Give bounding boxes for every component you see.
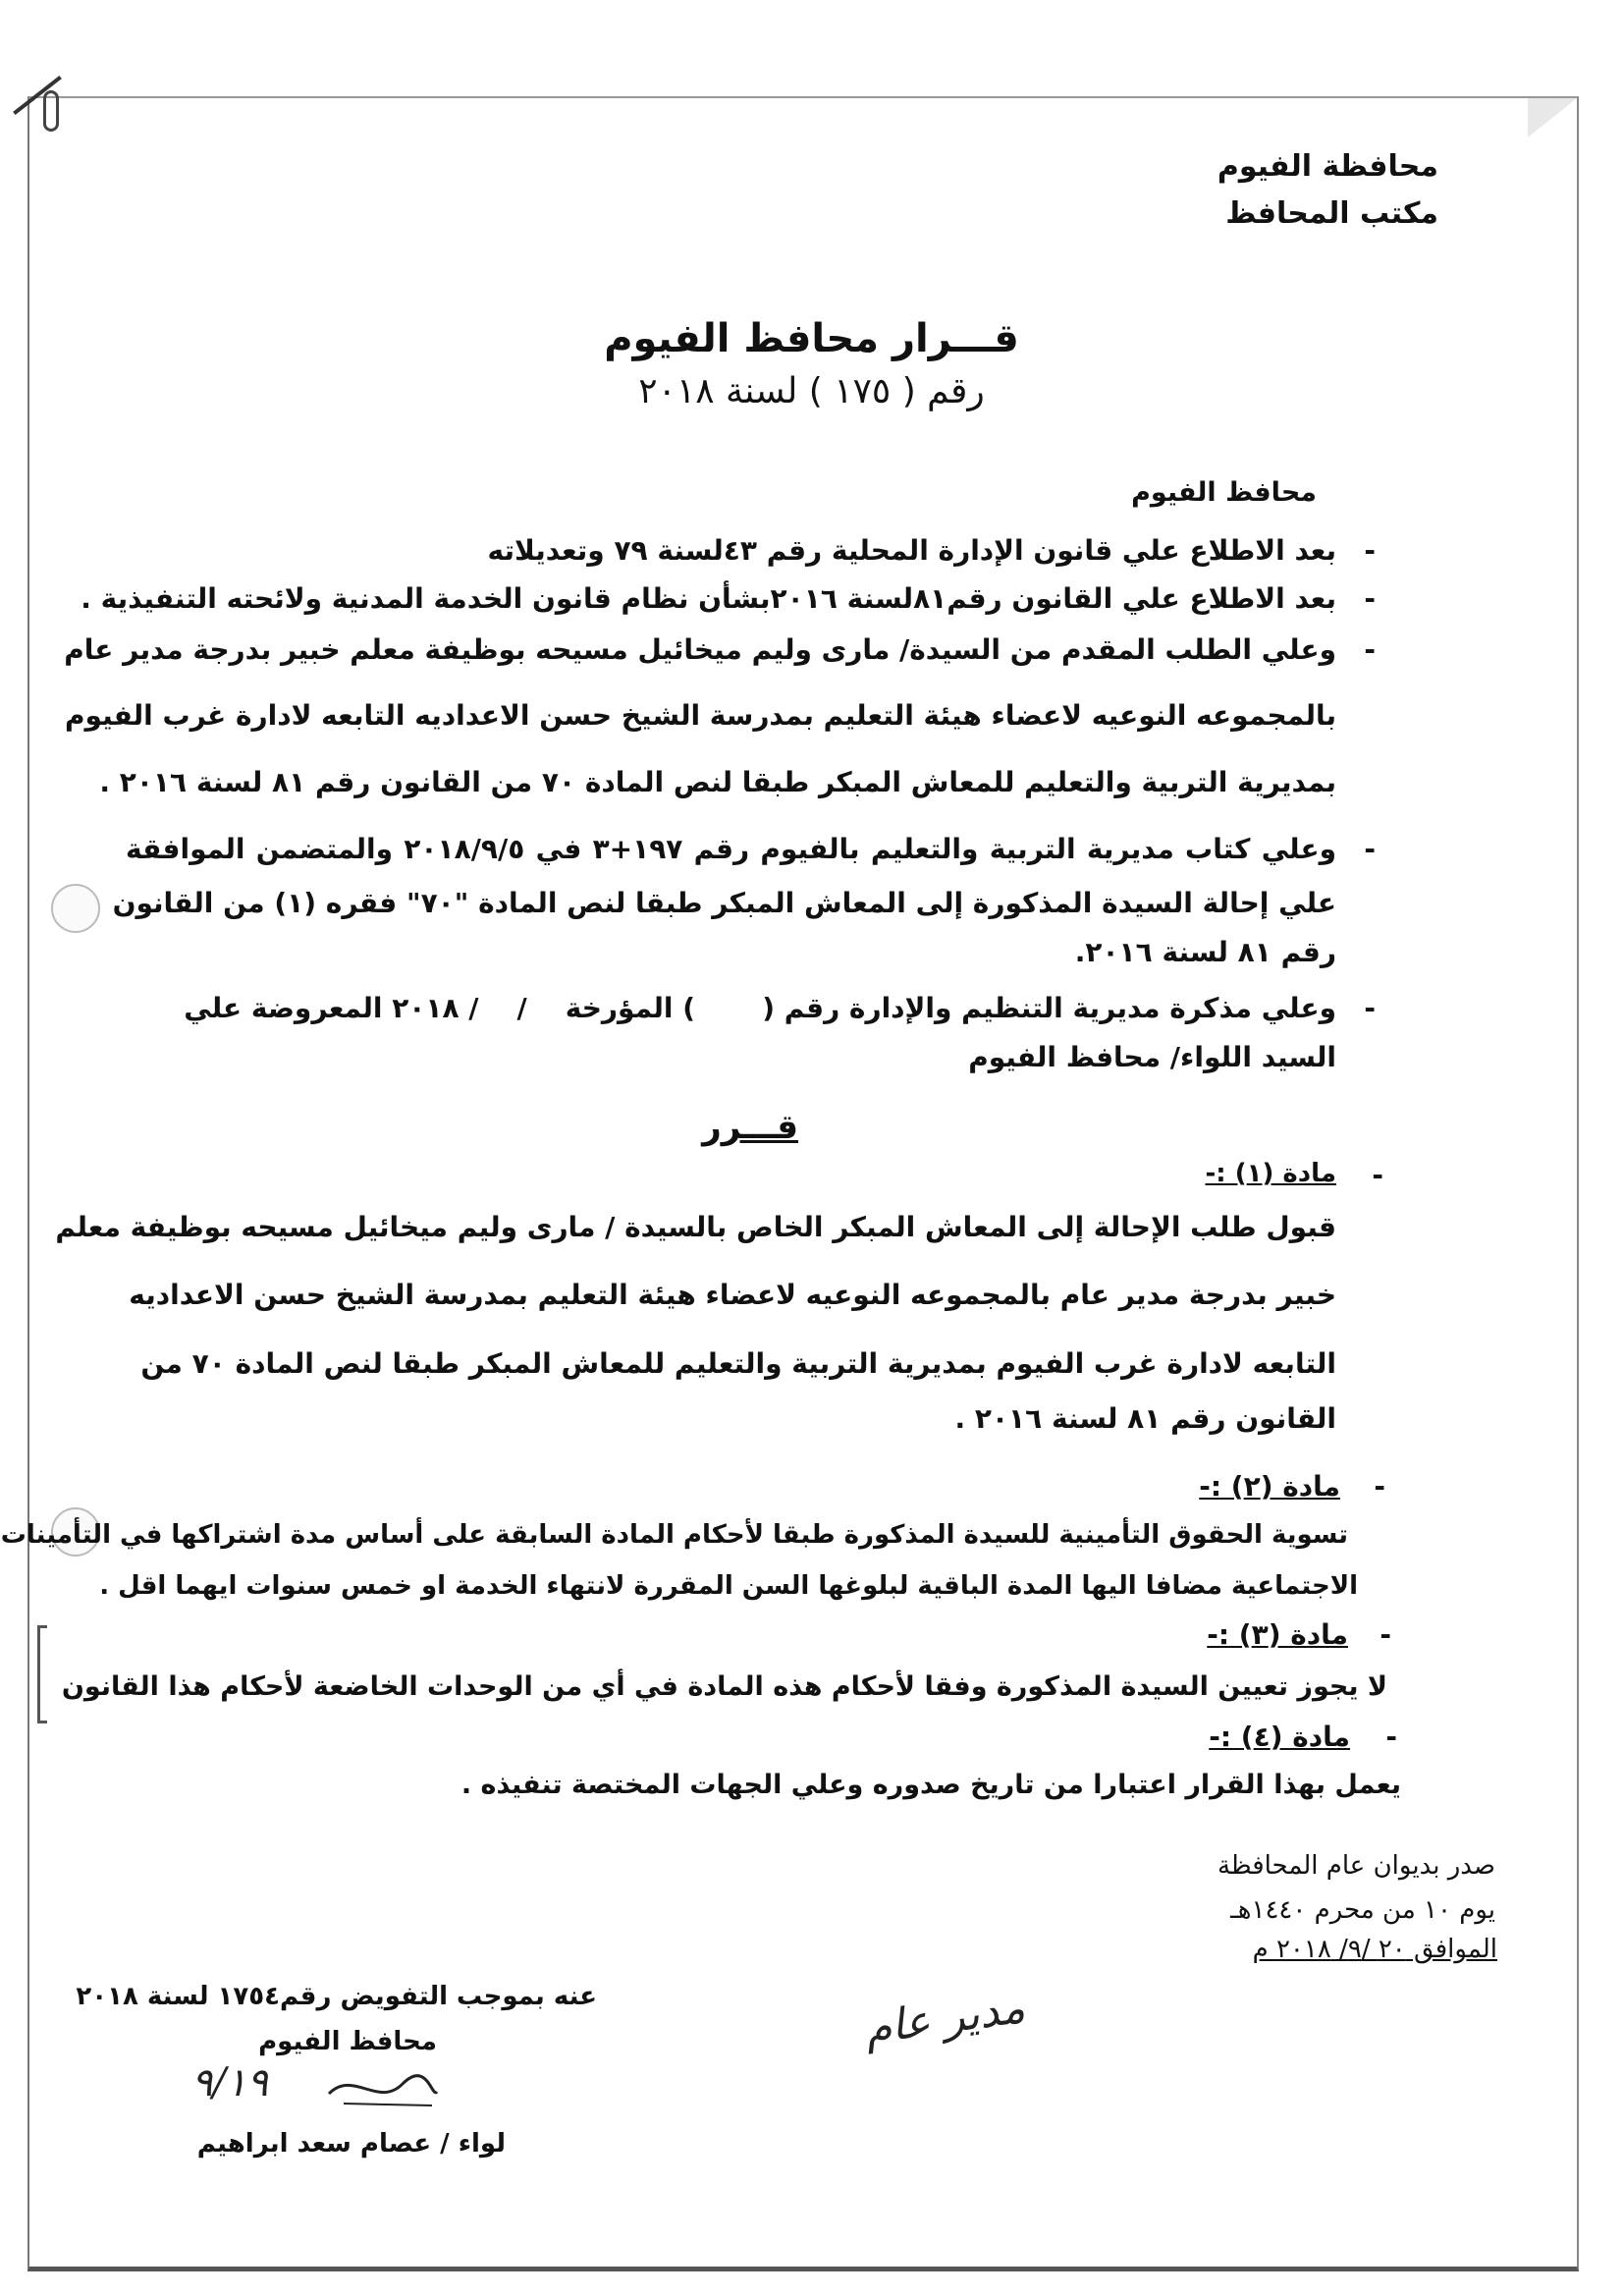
paper-clip-icon: [43, 90, 59, 132]
bullet-marker: -: [1372, 1159, 1383, 1191]
bullet-marker: -: [1385, 1721, 1397, 1753]
header-governorate: محافظة الفيوم: [1217, 149, 1438, 184]
preamble-item-5-line-2: السيد اللواء/ محافظ الفيوم: [968, 1041, 1336, 1073]
article-1-line-1: قبول طلب الإحالة إلى المعاش المبكر الخاص بالسيدة / مارى وليم ميخائيل مسيحه بوظيفة معلم: [55, 1211, 1336, 1243]
article-3-heading: مادة (٣) :-: [1207, 1618, 1348, 1651]
preamble-item-1-line-1: بعد الاطلاع علي قانون الإدارة المحلية رقم ٤٣لسنة ٧٩ وتعديلاته: [487, 534, 1336, 567]
bullet-marker: -: [1364, 633, 1376, 666]
article-1-line-3: التابعه لادارة غرب الفيوم بمديرية التربية والتعليم للمعاش المبكر طبقا لنص المادة ٧٠ من: [140, 1347, 1336, 1380]
decision-heading: قـــرر: [702, 1108, 798, 1147]
bullet-marker: -: [1364, 992, 1376, 1024]
preamble-item-3-line-3: بمديرية التربية والتعليم للمعاش المبكر طبقا لنص المادة ٧٠ من القانون رقم ٨١ لسنة ٢٠١٦ .: [99, 766, 1336, 798]
preamble-heading: محافظ الفيوم: [1131, 477, 1317, 508]
delegation-line: عنه بموجب التفويض رقم١٧٥٤ لسنة ٢٠١٨: [76, 1982, 597, 2011]
bullet-marker: -: [1364, 534, 1376, 567]
article-1-line-2: خبير بدرجة مدير عام بالمجموعه النوعيه لاعضاء هيئة التعليم بمدرسة الشيخ حسن الاعداديه: [129, 1279, 1336, 1311]
bullet-marker: -: [1374, 1470, 1385, 1503]
decree-title: قـــرار محافظ الفيوم: [604, 316, 1019, 361]
issued-hijri-date: يوم ١٠ من محرم ١٤٤٠هـ: [1230, 1895, 1495, 1925]
header-office: مكتب المحافظ: [1225, 196, 1438, 231]
article-2-line-2: الاجتماعية مضافا اليها المدة الباقية لبلوغها السن المقررة لانتهاء الخدمة او خمس سنوات ايهما اقل .: [99, 1571, 1358, 1601]
preamble-item-3-line-1: وعلي الطلب المقدم من السيدة/ مارى وليم ميخائيل مسيحه بوظيفة معلم خبير بدرجة مدير عام: [64, 633, 1336, 666]
article-3-line-1: لا يجوز تعيين السيدة المذكورة وفقا لأحكام هذه المادة في أي من الوحدات الخاضعة لأحكام هذا القانون: [61, 1671, 1387, 1702]
article-1-line-4: القانون رقم ٨١ لسنة ٢٠١٦ .: [954, 1402, 1336, 1435]
bullet-marker: -: [1364, 582, 1376, 615]
page-fold-corner: [1528, 98, 1577, 137]
bullet-marker: -: [1380, 1618, 1391, 1651]
issued-at: صدر بديوان عام المحافظة: [1217, 1851, 1495, 1881]
punch-hole-top: [51, 884, 100, 933]
preamble-item-5-line-1: وعلي مذكرة مديرية التنظيم والإدارة رقم ( ) المؤرخة / / ٢٠١٨ المعروضة علي: [184, 992, 1336, 1024]
preamble-item-4-line-2: علي إحالة السيدة المذكورة إلى المعاش المبكر طبقا لنص المادة "٧٠" فقره (١) من القانون: [112, 887, 1336, 919]
signature-scribble: [324, 2064, 442, 2113]
preamble-item-4-line-1: وعلي كتاب مديرية التربية والتعليم بالفيوم رقم ١٩٧+٣ في ٢٠١٨/٩/٥ والمتضمن الموافقة: [126, 833, 1336, 865]
article-2-line-1: تسوية الحقوق التأمينية للسيدة المذكورة طبقا لأحكام المادة السابقة على أساس مدة اشتراكها في التأمينات: [0, 1520, 1348, 1550]
article-4-line-1: يعمل بهذا القرار اعتبارا من تاريخ صدوره وعلي الجهات المختصة تنفيذه .: [460, 1770, 1401, 1800]
preamble-item-2-line-1: بعد الاطلاع علي القانون رقم٨١لسنة ٢٠١٦بشأن نظام قانون الخدمة المدنية ولائحته التنفيذية .: [81, 582, 1336, 615]
preamble-item-4-line-3: رقم ٨١ لسنة ٢٠١٦.: [1074, 936, 1336, 968]
decree-number: رقم ( ١٧٥ ) لسنة ٢٠١٨: [638, 371, 985, 411]
signatory-name: لواء / عصام سعد ابراهيم: [196, 2129, 506, 2159]
handwritten-date: ٩/١٩: [191, 2060, 268, 2105]
bullet-marker: -: [1364, 833, 1376, 865]
issued-gregorian-date: الموافق ٢٠ /٩/ ٢٠١٨ م: [1252, 1935, 1497, 1964]
article-2-heading: مادة (٢) :-: [1199, 1470, 1340, 1503]
signatory-title: محافظ الفيوم: [258, 2027, 437, 2056]
article-4-heading: مادة (٤) :-: [1209, 1721, 1350, 1753]
article-1-heading: مادة (١) :-: [1205, 1159, 1336, 1188]
center-handwritten-note: مدير عام: [861, 1982, 1028, 2055]
preamble-item-3-line-2: بالمجموعه النوعيه لاعضاء هيئة التعليم بمدرسة الشيخ حسن الاعداديه التابعه لادارة غرب الفيوم: [65, 699, 1336, 732]
binder-mark: [37, 1625, 47, 1723]
